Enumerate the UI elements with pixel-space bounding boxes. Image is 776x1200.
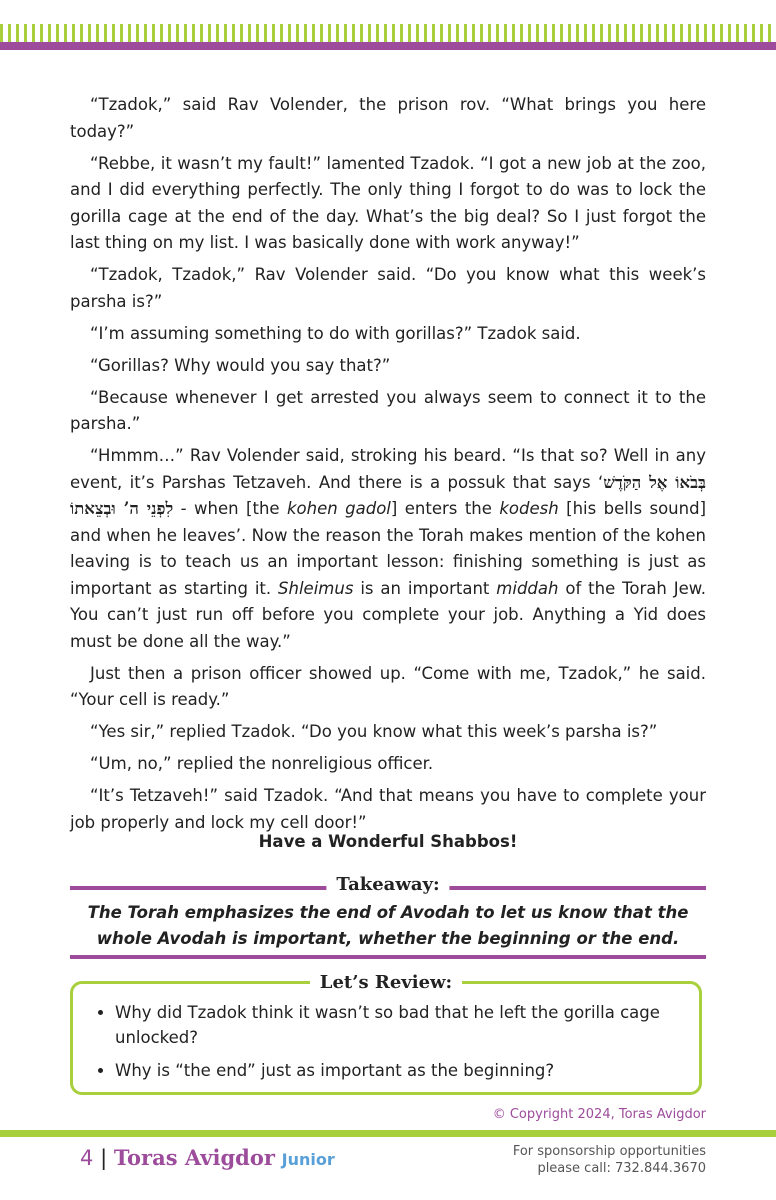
italic-term: kodesh — [499, 499, 559, 518]
story-paragraph-possuk — [70, 443, 706, 655]
italic-term: middah — [496, 578, 559, 598]
brand-name: Toras Avigdor — [113, 1145, 275, 1170]
review-questions — [73, 984, 699, 1083]
story-paragraph: “Yes sir,” replied Tzadok. “Do you know what this week’s parsha is?” — [90, 722, 658, 741]
story-paragraph: “Um, no,” replied the nonreligious officer. — [90, 754, 434, 773]
story-paragraph: “Because whenever I get arrested you always seem to connect it to the parsha.” — [70, 387, 706, 433]
story-paragraph: Just then a prison officer showed up. “Come with me, Tzadok,” he said. “Your cell is ready.” — [70, 663, 706, 709]
takeaway-title: Takeaway: — [326, 874, 449, 895]
footer-separator: | — [100, 1146, 108, 1170]
text-run: of the Torah Jew. You can’t just run off before you complete your job. Anything a Yid does must be done all the way.” — [70, 578, 706, 651]
top-decorative-ticks — [0, 24, 776, 42]
story-paragraph: “I’m assuming something to do with gorillas?” Tzadok said. — [90, 323, 581, 343]
page-number: 4 — [80, 1146, 94, 1170]
copyright-notice: © Copyright 2024, Toras Avigdor — [492, 1107, 706, 1122]
review-box — [70, 981, 702, 1095]
review-question: • Why is “the end” just as important as the beginning? — [115, 1058, 681, 1083]
takeaway-bottom-divider — [70, 955, 706, 959]
story-paragraph: “Tzadok, Tzadok,” Rav Volender said. “Do you know what this week’s parsha is?” — [70, 265, 706, 311]
top-divider-bar — [0, 42, 776, 50]
text-run: ] enters the — [390, 499, 500, 518]
italic-term: Shleimus — [278, 578, 354, 598]
story-paragraph: “Gorillas? Why would you say that?” — [90, 355, 391, 375]
closing-greeting: Have a Wonderful Shabbos! — [258, 832, 518, 851]
story-body — [70, 92, 706, 842]
review-title: Let’s Review: — [310, 972, 462, 993]
review-question: • Why did Tzadok think it wasn’t so bad that he left the gorilla cage unlocked? — [115, 1000, 681, 1050]
takeaway-header — [70, 876, 706, 896]
text-run: is an important — [353, 578, 497, 598]
text-run: - when [the — [173, 499, 287, 518]
sponsor-line: For sponsorship opportunities — [512, 1144, 706, 1159]
text-run: “Hmmm…” Rav Volender said, stroking his beard. “Is that so? Well in any event, it’s Parshas Tetzaveh. And there is a possuk that says ‘ — [70, 446, 706, 492]
review-header — [70, 972, 702, 993]
bottom-divider-bar — [0, 1130, 776, 1137]
footer-branding — [80, 1145, 335, 1170]
story-paragraph: “Rebbe, it wasn’t my fault!” lamented Tzadok. “I got a new job at the zoo, and I did everything perfectly. The only thing I forgot to do was to lock the gorilla cage at the end of the day. What’s the big deal? So I just forgot the last thing on my list. I was basically done with work anyway!” — [70, 153, 706, 252]
story-paragraph: “It’s Tetzaveh!” said Tzadok. “And that means you have to complete your job properly and lock my cell door!” — [70, 786, 706, 832]
sponsor-phone: please call: 732.844.3670 — [537, 1161, 706, 1176]
hebrew-quote: בְּבֹאוֹ אֶל הַקֹּדֶשׁ לִפְנֵי ה’ וּבְצֵאתוֹ — [70, 472, 706, 518]
takeaway-text: The Torah emphasizes the end of Avodah to let us know that the whole Avodah is important, whether the beginning or the end. — [87, 903, 689, 948]
brand-sub: Junior — [281, 1150, 335, 1169]
sponsorship-info — [513, 1143, 706, 1177]
text-run: [his bells sound] and when he leaves’. Now the reason the Torah makes mention of the kohen leaving is to teach us an important lesson: finishing something is just as important as starting it. — [70, 499, 707, 598]
italic-term: kohen gadol — [287, 499, 391, 518]
story-paragraph: “Tzadok,” said Rav Volender, the prison rov. “What brings you here today?” — [70, 95, 706, 141]
